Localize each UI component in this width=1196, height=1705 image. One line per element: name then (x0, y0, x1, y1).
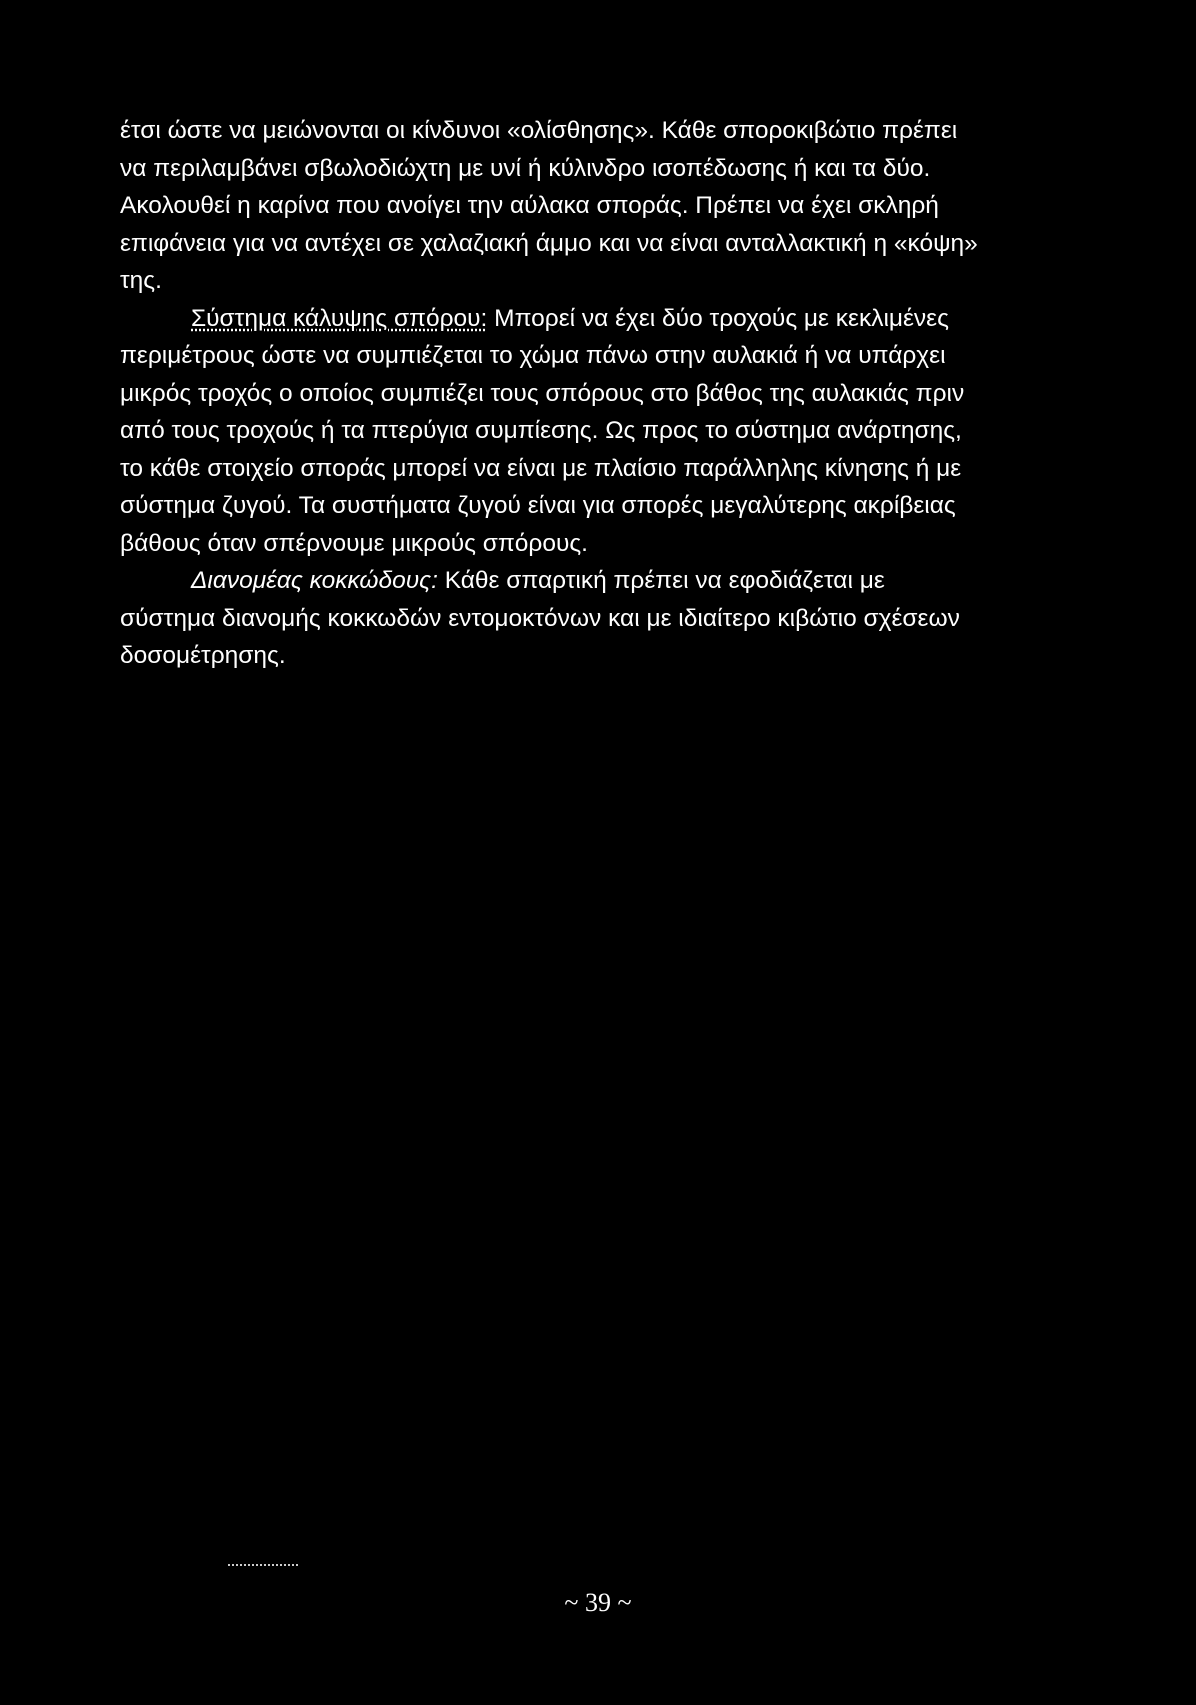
page-body (120, 112, 980, 675)
granular-distributor-heading: Διανομέας κοκκώδους: (191, 567, 438, 594)
paragraph-3 (120, 562, 980, 675)
paragraph-1-text: έτσι ώστε να μειώνονται οι κίνδυνοι «ολίσθησης». Κάθε σποροκιβώτιο πρέπει να περιλαμβάνει σβωλοδιώχτη με υνί ή κύλινδρο ισοπέδωσης ή και τα δύο. Ακολουθεί η καρίνα που ανοίγει την αύλακα σποράς. Πρέπει να έχει σκληρή επιφάνεια για να αντέχει σε χαλαζιακή άμμο και να είναι ανταλλακτική η «κόψη» της. (120, 117, 978, 294)
paragraph-3-text: Κάθε σπαρτική πρέπει να εφοδιάζεται με σύστημα διανομής κοκκωδών εντομοκτόνων και με ιδιαίτερο κιβώτιο σχέσεων δοσομέτρησης. (120, 567, 960, 669)
paragraph-2 (120, 300, 980, 563)
footer-scan-artifact (228, 1564, 298, 1566)
paragraph-1 (120, 112, 980, 300)
seed-covering-system-heading: Σύστημα κάλυψης σπόρου: (191, 304, 488, 332)
page-number: ~ 39 ~ (564, 1588, 632, 1617)
paragraph-2-text: Μπορεί να έχει δύο τροχούς με κεκλιμένες περιμέτρους ώστε να συμπιέζεται το χώμα πάνω στην αυλακιά ή να υπάρχει μικρός τροχός ο οποίος συμπιέζει τους σπόρους στο βάθος της αυλακιάς πριν από τους τροχούς ή τα πτερύγια συμπίεσης. Ως προς το σύστημα ανάρτησης, το κάθε στοιχείο σποράς μπορεί να είναι με πλαίσιο παράλληλης κίνησης ή με σύστημα ζυγού. Τα συστήματα ζυγού είναι για σπορές μεγαλύτερης ακρίβειας βάθους όταν σπέρνουμε μικρούς σπόρους. (120, 304, 965, 557)
